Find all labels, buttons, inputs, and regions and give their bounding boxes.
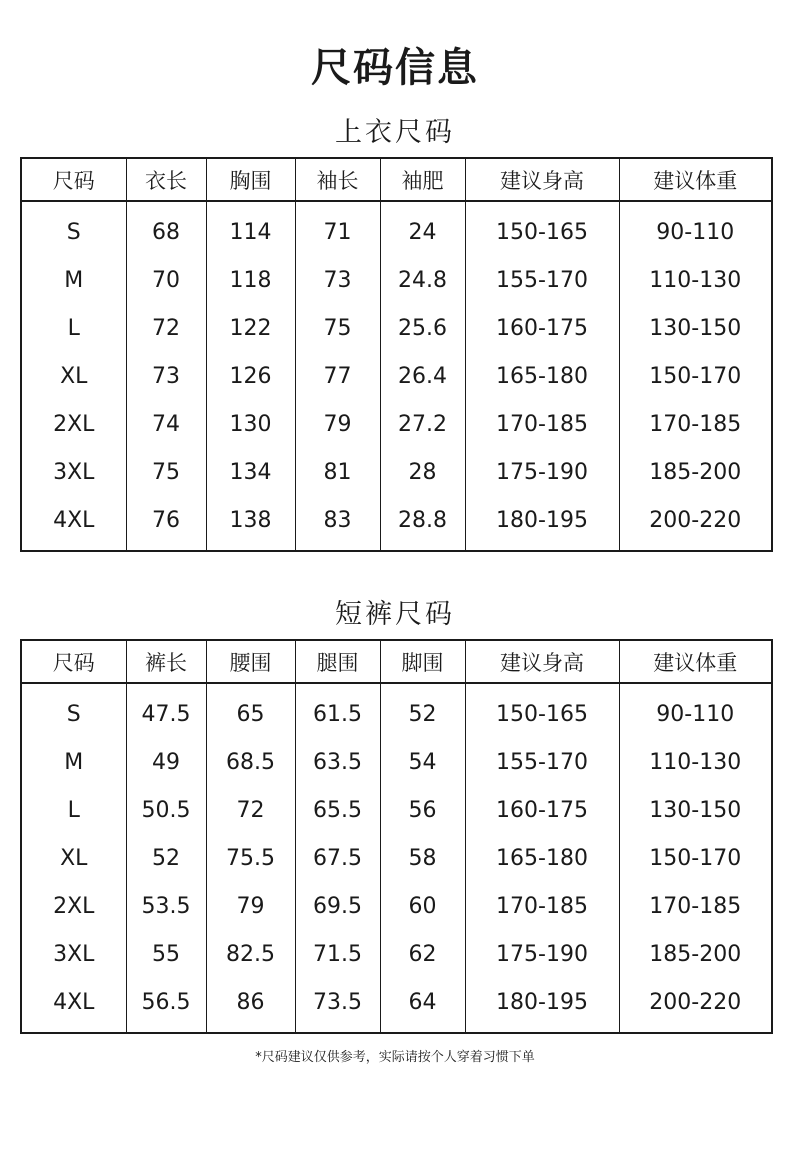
column-header: 衣长 <box>126 158 206 201</box>
column-header: 腿围 <box>295 640 380 683</box>
table-cell: 54 <box>380 738 465 786</box>
size-label-cell: 3XL <box>21 930 126 978</box>
table-cell: 56.5 <box>126 978 206 1033</box>
table-cell: 180-195 <box>465 496 619 551</box>
size-label-cell: M <box>21 256 126 304</box>
table-cell: 90-110 <box>656 219 735 245</box>
table-cell: 56 <box>380 786 465 834</box>
table-cell: 81 <box>295 448 380 496</box>
table-cell: 150-165 <box>465 683 619 738</box>
column-header: 尺码 <box>21 640 126 683</box>
size-label-cell: XL <box>21 834 126 882</box>
table-cell: 150-170 <box>649 845 742 871</box>
table-cell: 68.5 <box>206 738 295 786</box>
table-cell: 71.5 <box>295 930 380 978</box>
table-row <box>21 834 772 882</box>
table-cell: 185-200 <box>649 941 742 967</box>
table-cell: 64 <box>380 978 465 1033</box>
size-disclaimer-note: *尺码建议仅供参考，实际请按个人穿着习惯下单 <box>255 1050 535 1065</box>
table-row <box>21 400 772 448</box>
size-label-cell: S <box>21 683 126 738</box>
table-cell: 68 <box>126 201 206 256</box>
column-header: 建议身高 <box>465 158 619 201</box>
table-cell: 83 <box>295 496 380 551</box>
shorts-size-table <box>20 639 773 1034</box>
size-label-cell: S <box>21 201 126 256</box>
table-cell: 150-170 <box>649 363 742 389</box>
table-cell: 27.2 <box>380 400 465 448</box>
table-cell: 65 <box>206 683 295 738</box>
table-cell: 24 <box>380 201 465 256</box>
page-title: 尺码信息 <box>311 45 479 91</box>
table-body <box>21 201 772 551</box>
table-cell: 86 <box>206 978 295 1033</box>
table-cell: 110-130 <box>649 267 742 293</box>
table-cell: 47.5 <box>126 683 206 738</box>
table-cell: 74 <box>126 400 206 448</box>
table-cell: 75 <box>295 304 380 352</box>
size-label-cell: XL <box>21 352 126 400</box>
table-cell: 165-180 <box>465 352 619 400</box>
column-header: 裤长 <box>126 640 206 683</box>
table-cell: 65.5 <box>295 786 380 834</box>
table-cell: 160-175 <box>465 304 619 352</box>
size-label-cell: M <box>21 738 126 786</box>
table-row <box>21 496 772 551</box>
table-cell: 72 <box>206 786 295 834</box>
table-cell: 175-190 <box>465 930 619 978</box>
table-cell: 58 <box>380 834 465 882</box>
table-cell: 200-220 <box>649 989 742 1015</box>
table-cell: 185-200 <box>649 459 742 485</box>
table-cell: 126 <box>206 352 295 400</box>
table-cell: 53.5 <box>126 882 206 930</box>
table-row <box>21 448 772 496</box>
table-cell: 138 <box>206 496 295 551</box>
table-cell: 72 <box>126 304 206 352</box>
table-cell: 170-185 <box>649 411 742 437</box>
size-label-cell: 4XL <box>21 978 126 1033</box>
header-row <box>21 640 772 683</box>
shorts-size-section-title: 短裤尺码 <box>335 599 455 630</box>
table-cell: 26.4 <box>380 352 465 400</box>
table-cell: 67.5 <box>295 834 380 882</box>
column-header: 建议体重 <box>619 640 772 683</box>
table-cell: 134 <box>206 448 295 496</box>
table-row <box>21 738 772 786</box>
table-row <box>21 352 772 400</box>
table-cell: 130-150 <box>649 797 742 823</box>
column-header: 尺码 <box>21 158 126 201</box>
table-cell: 77 <box>295 352 380 400</box>
table-row <box>21 978 772 1033</box>
table-cell: 73 <box>295 256 380 304</box>
column-header: 腰围 <box>206 640 295 683</box>
column-header: 建议身高 <box>465 640 619 683</box>
size-label-cell: 4XL <box>21 496 126 551</box>
table-cell: 70 <box>126 256 206 304</box>
size-label-cell: L <box>21 304 126 352</box>
header-row <box>21 158 772 201</box>
table-cell: 130 <box>206 400 295 448</box>
table-cell: 55 <box>126 930 206 978</box>
table-row <box>21 201 772 256</box>
table-cell: 28.8 <box>380 496 465 551</box>
table-cell: 25.6 <box>380 304 465 352</box>
table-cell: 170-185 <box>649 893 742 919</box>
table-cell: 73 <box>126 352 206 400</box>
table-row <box>21 304 772 352</box>
column-header: 脚围 <box>380 640 465 683</box>
column-header: 袖肥 <box>380 158 465 201</box>
table-cell: 165-180 <box>465 834 619 882</box>
table-cell: 61.5 <box>295 683 380 738</box>
table-cell: 71 <box>295 201 380 256</box>
table-cell: 73.5 <box>295 978 380 1033</box>
table-cell: 63.5 <box>295 738 380 786</box>
table-cell: 24.8 <box>380 256 465 304</box>
table-cell: 90-110 <box>656 701 735 727</box>
table-body <box>21 683 772 1033</box>
table-cell: 82.5 <box>206 930 295 978</box>
table-cell: 69.5 <box>295 882 380 930</box>
column-header: 建议体重 <box>619 158 772 201</box>
table-cell: 155-170 <box>465 738 619 786</box>
table-header <box>21 158 772 201</box>
table-row <box>21 256 772 304</box>
table-cell: 130-150 <box>649 315 742 341</box>
table-cell: 180-195 <box>465 978 619 1033</box>
table-cell: 170-185 <box>465 400 619 448</box>
table-cell: 170-185 <box>465 882 619 930</box>
size-label-cell: L <box>21 786 126 834</box>
table-cell: 28 <box>380 448 465 496</box>
table-header <box>21 640 772 683</box>
table-row <box>21 930 772 978</box>
size-label-cell: 3XL <box>21 448 126 496</box>
table-cell: 76 <box>126 496 206 551</box>
table-cell: 75.5 <box>206 834 295 882</box>
column-header: 袖长 <box>295 158 380 201</box>
table-cell: 79 <box>295 400 380 448</box>
table-cell: 118 <box>206 256 295 304</box>
table-cell: 110-130 <box>649 749 742 775</box>
size-label-cell: 2XL <box>21 400 126 448</box>
table-cell: 114 <box>206 201 295 256</box>
column-header: 胸围 <box>206 158 295 201</box>
table-cell: 60 <box>380 882 465 930</box>
table-row <box>21 882 772 930</box>
top-size-table <box>20 157 773 552</box>
table-cell: 49 <box>126 738 206 786</box>
top-size-section-title: 上衣尺码 <box>335 117 455 148</box>
size-label-cell: 2XL <box>21 882 126 930</box>
table-cell: 52 <box>380 683 465 738</box>
table-cell: 150-165 <box>465 201 619 256</box>
table-cell: 52 <box>126 834 206 882</box>
table-cell: 50.5 <box>126 786 206 834</box>
table-row <box>21 786 772 834</box>
table-cell: 200-220 <box>649 507 742 533</box>
table-cell: 79 <box>206 882 295 930</box>
table-cell: 62 <box>380 930 465 978</box>
table-cell: 175-190 <box>465 448 619 496</box>
table-cell: 155-170 <box>465 256 619 304</box>
table-cell: 122 <box>206 304 295 352</box>
table-cell: 160-175 <box>465 786 619 834</box>
table-row <box>21 683 772 738</box>
table-cell: 75 <box>126 448 206 496</box>
